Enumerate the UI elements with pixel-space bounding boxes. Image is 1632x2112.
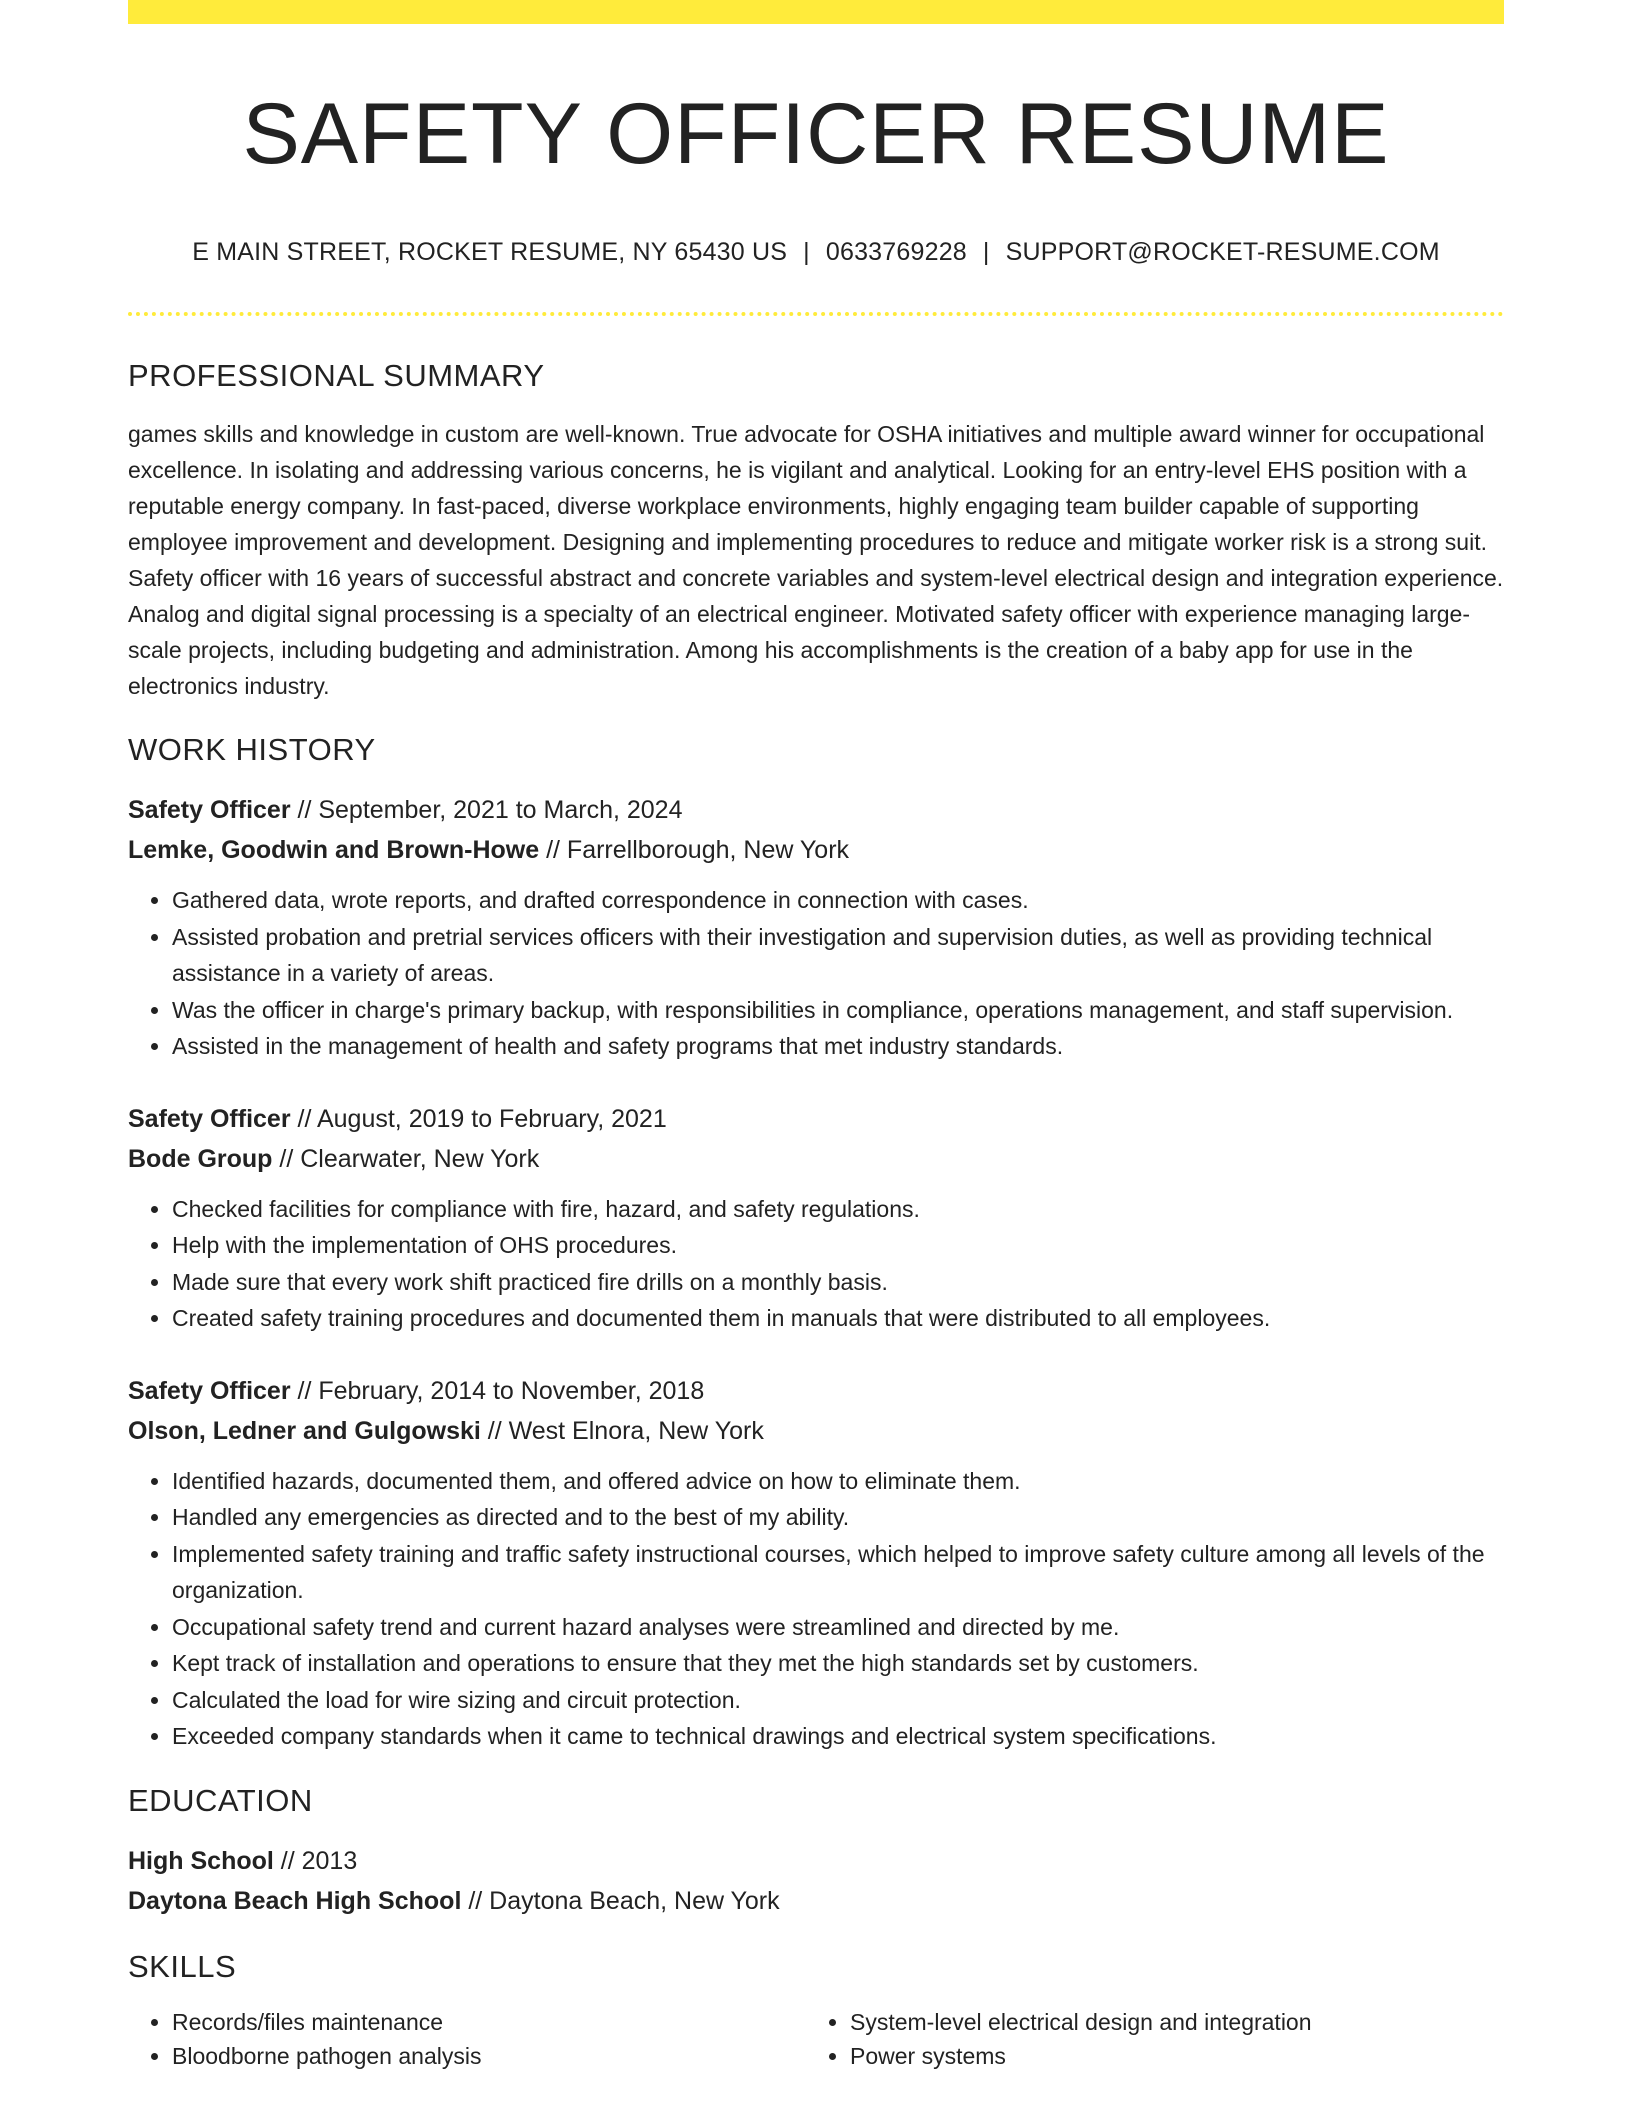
list-item: • Calculated the load for wire sizing and circuit protection. [172,1682,1504,1719]
job-title-line [128,1371,1504,1411]
education-entry [128,1841,1504,1921]
job-dates: // February, 2014 to November, 2018 [297,1376,705,1405]
dotted-divider [128,312,1504,316]
job-location: // Farrellborough, New York [546,836,850,864]
education-location: // Daytona Beach, New York [468,1886,780,1915]
job-title: Safety Officer [128,796,291,824]
list-item: • Records/files maintenance [172,2005,806,2039]
education-degree-line [128,1841,1504,1881]
job-dates: // September, 2021 to March, 2024 [297,796,683,824]
job-company-line [128,1411,1504,1451]
list-item: • Bloodborne pathogen analysis [172,2039,806,2073]
contact-address: E MAIN STREET, ROCKET RESUME, NY 65430 US [192,238,788,266]
education-degree: High School [128,1846,274,1875]
list-item: • Help with the implementation of OHS procedures. [172,1227,1504,1264]
summary-text: games skills and knowledge in custom are well-known. True advocate for OSHA initiatives and multiple award winner for occupational excellence. In isolating and addressing various concerns, he is vigilant and analytical. Looking for an entry-level EHS position with a reputable energy company. In fast-paced, diverse workplace environments, highly engaging team builder capable of supporting employee improvement and development. Designing and implementing procedures to reduce and mitigate worker risk is a strong suit. Safety officer with 16 years of successful abstract and concrete variables and system-level electrical design and integration experience. Analog and digital signal processing is a specialty of an electrical engineer. Motivated safety officer with experience managing large-scale projects, including budgeting and administration. Among his accomplishments is the creation of a baby app for use in the electronics industry. [128,421,1504,699]
job-title-line [128,790,1504,830]
job-entry [128,1099,1504,1337]
list-item: • Assisted probation and pretrial services officers with their investigation and supervision duties, as well as providing technical assistance in a variety of areas. [172,919,1504,992]
summary-heading: PROFESSIONAL SUMMARY [128,358,545,393]
skills-list-left [128,2005,806,2073]
contact-separator: | [982,238,990,266]
job-company-line [128,830,1504,870]
skills-heading: SKILLS [128,1948,237,1984]
job-title: Safety Officer [128,1376,291,1405]
education-heading: EDUCATION [128,1782,313,1818]
list-item: • Implemented safety training and traffic safety instructional courses, which helped to improve safety culture among all levels of the organization. [172,1536,1504,1609]
education-year: // 2013 [280,1846,358,1875]
job-bullets [128,882,1504,1065]
job-dates: // August, 2019 to February, 2021 [297,1104,667,1133]
list-item: • Power systems [850,2039,1484,2073]
job-title-line [128,1099,1504,1139]
job-bullets [128,1191,1504,1337]
skills-list-right [806,2005,1484,2073]
job-company: Bode Group [128,1144,273,1173]
job-company: Lemke, Goodwin and Brown-Howe [128,836,540,864]
accent-bar [128,0,1504,24]
contact-phone: 0633769228 [825,238,967,266]
list-item: • Gathered data, wrote reports, and drafted correspondence in connection with cases. [172,882,1504,919]
work-history-heading: WORK HISTORY [128,732,376,767]
list-item: • Exceeded company standards when it came to technical drawings and electrical system specifications. [172,1718,1504,1755]
job-location: // Clearwater, New York [279,1144,540,1173]
job-bullets [128,1463,1504,1755]
contact-line [128,236,1504,268]
job-entry [128,1371,1504,1755]
job-location: // West Elnora, New York [487,1416,764,1445]
job-entry [128,790,1504,1065]
contact-separator: | [803,238,810,266]
contact-email: SUPPORT@ROCKET-RESUME.COM [1005,238,1440,266]
resume-title: SAFETY OFFICER RESUME [242,86,1390,182]
education-school-line [128,1881,1504,1921]
list-item: • Identified hazards, documented them, and offered advice on how to eliminate them. [172,1463,1504,1500]
job-title: Safety Officer [128,1104,291,1133]
list-item: • Checked facilities for compliance with fire, hazard, and safety regulations. [172,1191,1504,1228]
list-item: • Occupational safety trend and current hazard analyses were streamlined and directed by me. [172,1609,1504,1646]
list-item: • Assisted in the management of health and safety programs that met industry standards. [172,1028,1504,1065]
job-company-line [128,1139,1504,1179]
list-item: • Created safety training procedures and documented them in manuals that were distributed to all employees. [172,1300,1504,1337]
list-item: • Was the officer in charge's primary backup, with responsibilities in compliance, operations management, and staff supervision. [172,992,1504,1029]
list-item: • Kept track of installation and operations to ensure that they met the high standards set by customers. [172,1645,1504,1682]
job-company: Olson, Ledner and Gulgowski [128,1416,481,1445]
skills-grid [128,2005,1504,2073]
list-item: • System-level electrical design and integration [850,2005,1484,2039]
list-item: • Made sure that every work shift practiced fire drills on a monthly basis. [172,1264,1504,1301]
resume-page [128,0,1504,2073]
education-school: Daytona Beach High School [128,1886,462,1915]
list-item: • Handled any emergencies as directed and to the best of my ability. [172,1499,1504,1536]
